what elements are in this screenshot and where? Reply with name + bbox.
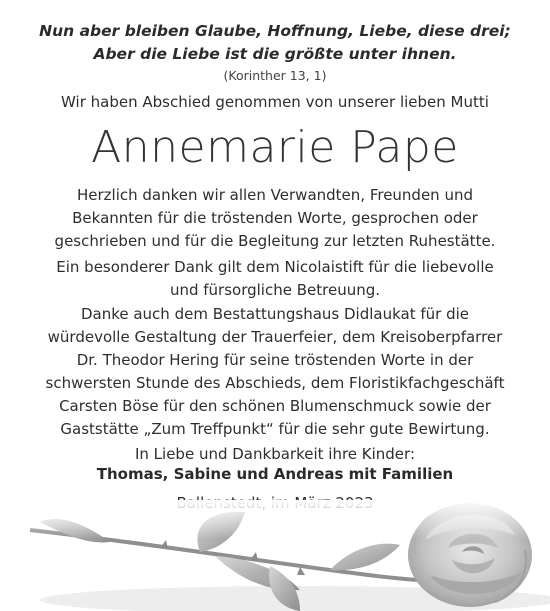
thanks-line: würdevolle Gestaltung der Trauerfeier, dem Kreisoberpfarrer bbox=[47, 328, 503, 346]
thanks-line: Herzlich danken wir allen Verwandten, Freunden und bbox=[77, 186, 473, 204]
bible-quote-line-2: Aber die Liebe ist die größte unter ihnen. bbox=[93, 45, 457, 63]
bible-quote-line-1: Nun aber bleiben Glaube, Hoffnung, Liebe, diese drei; bbox=[39, 22, 511, 40]
thanks-line: Dr. Theodor Hering für seine tröstenden Worte in der bbox=[76, 351, 474, 369]
thanks-line: Danke auch dem Bestattungshaus Didlaukat für die bbox=[80, 305, 470, 323]
thanks-line: Gaststätte „Zum Treffpunkt“ für die sehr gute Bewirtung. bbox=[60, 420, 490, 438]
thanks-line: Bekannten für die tröstenden Worte, gesprochen oder bbox=[72, 209, 478, 227]
thanks-line: Ein besonderer Dank gilt dem Nicolaistift für die liebevolle bbox=[56, 258, 494, 276]
deceased-name: Annemarie Pape bbox=[91, 122, 459, 173]
thanks-line: schwersten Stunde des Abschieds, dem Floristikfachgeschäft bbox=[45, 374, 505, 392]
intro-text: Wir haben Abschied genommen von unserer lieben Mutti bbox=[61, 93, 489, 111]
thanks-line: geschrieben und für die Begleitung zur letzten Ruhestätte. bbox=[54, 232, 496, 250]
children-intro: In Liebe und Dankbarkeit ihre Kinder: bbox=[134, 445, 415, 463]
rose-icon bbox=[0, 500, 550, 611]
thanks-line: und fürsorgliche Betreuung. bbox=[169, 281, 381, 299]
bible-reference: (Korinther 13, 1) bbox=[223, 68, 327, 83]
thanks-line: Carsten Böse für den schönen Blumenschmuck sowie der bbox=[59, 397, 491, 415]
children-names: Thomas, Sabine und Andreas mit Familien bbox=[96, 465, 454, 483]
